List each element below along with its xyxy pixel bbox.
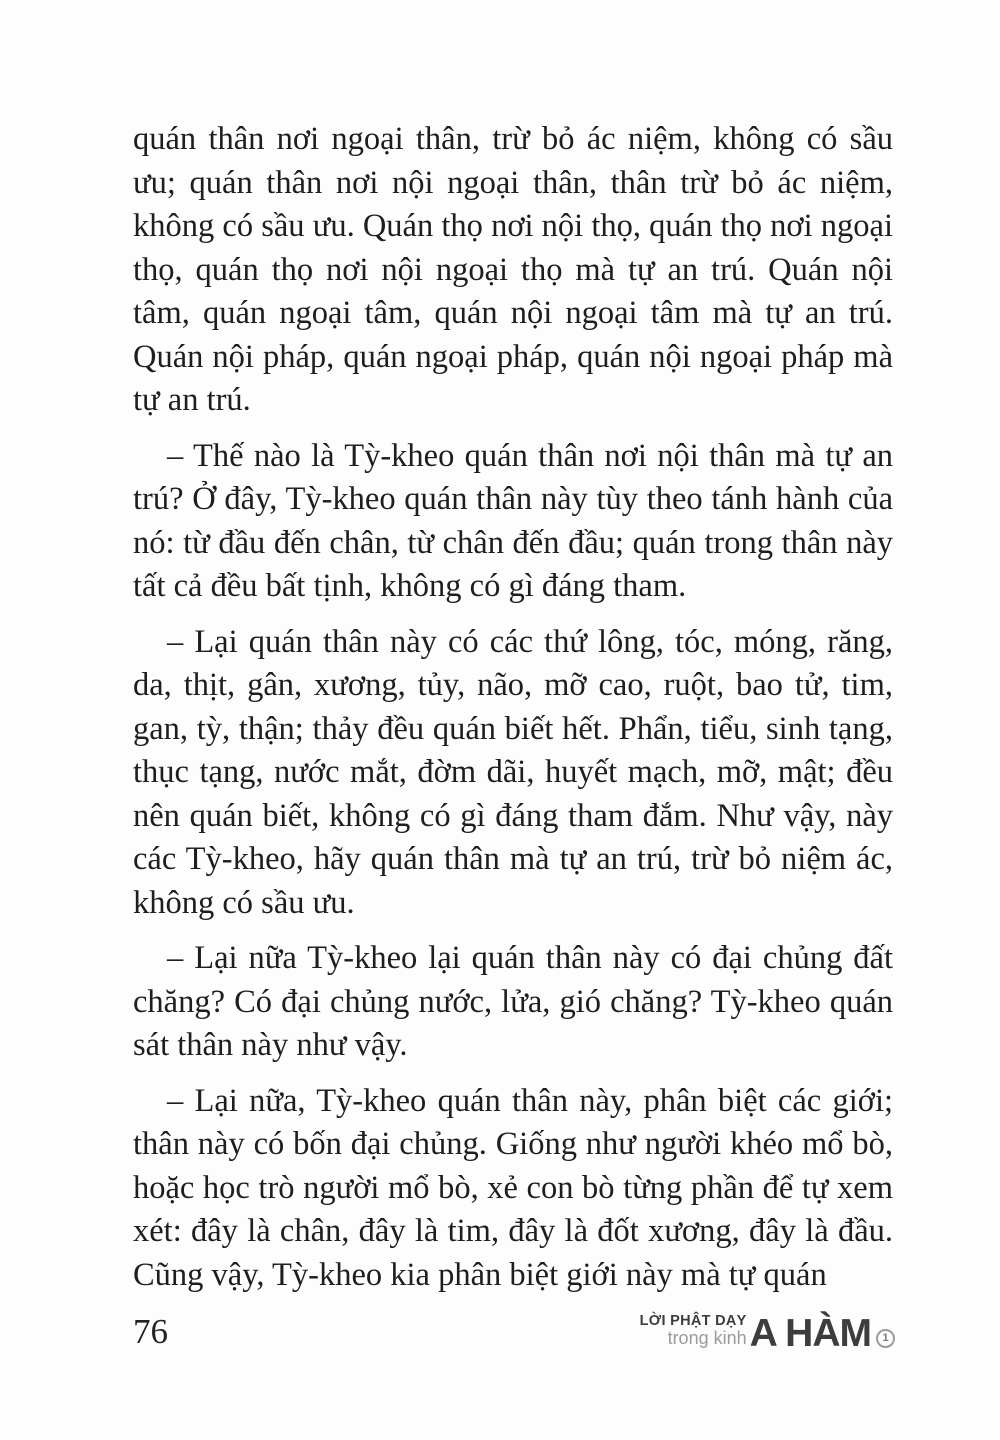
page-footer — [133, 1311, 895, 1355]
paragraph-continued: quán thân nơi ngoại thân, trừ bỏ ác niệm, không có sầu ưu; quán thân nơi nội ngoại thân, thân trừ bỏ ác niệm, không có sầu ưu. Quán thọ nơi nội thọ, quán thọ nơi ngoại thọ, quán thọ nơi nội ngoại thọ mà tự an trú. Quán nội tâm, quán ngoại tâm, quán nội ngoại tâm mà tự an trú. Quán nội pháp, quán ngoại pháp, quán nội ngoại pháp mà tự an trú. — [133, 121, 893, 418]
page-text-block — [133, 118, 893, 1309]
book-logo-line2: trong kinh — [667, 1327, 747, 1348]
book-logo — [639, 1311, 895, 1355]
book-logo-subtitle-stack — [640, 1314, 747, 1349]
book-logo-title: A HÀM — [749, 1311, 871, 1355]
paragraph-body-parts: – Lại quán thân này có các thứ lông, tóc, móng, răng, da, thịt, gân, xương, tủy, não, mỡ cao, ruột, bao tử, tim, gan, tỳ, thận; thảy đều quán biết hết. Phẩn, tiểu, sinh tạng, thục tạng, nước mắt, đờm dãi, huyết mạch, mỡ, mật; đều nên quán biết, không có gì đáng tham đắm. Như vậy, này các Tỳ-kheo, hãy quán thân mà tự an trú, trừ bỏ niệm ác, không có sầu ưu. — [133, 623, 893, 921]
paragraph-inner-body-contemplation: – Thế nào là Tỳ-kheo quán thân nơi nội thân mà tự an trú? Ở đây, Tỳ-kheo quán thân này tùy theo tánh hành của nó: từ đầu đến chân, từ chân đến đầu; quán trong thân này tất cả đều bất tịnh, không có gì đáng tham. — [133, 437, 893, 604]
paragraph-butcher-simile: – Lại nữa, Tỳ-kheo quán thân này, phân biệt các giới; thân này có bốn đại chủng. Giống như người khéo mổ bò, hoặc học trò người mổ bò, xẻ con bò từng phần để tự xem xét: đây là chân, đây là tim, đây là đốt xương, đây là đầu. Cũng vậy, Tỳ-kheo kia phân biệt giới này mà tự quán — [133, 1082, 893, 1293]
volume-number-badge: 1 — [876, 1329, 895, 1348]
book-logo-line1: LỜI PHẬT DẠY — [639, 1313, 747, 1330]
paragraph-four-elements-question: – Lại nữa Tỳ-kheo lại quán thân này có đại chủng đất chăng? Có đại chủng nước, lửa, gió chăng? Tỳ-kheo quán sát thân này như vậy. — [133, 940, 893, 1063]
page-number: 76 — [133, 1312, 168, 1351]
